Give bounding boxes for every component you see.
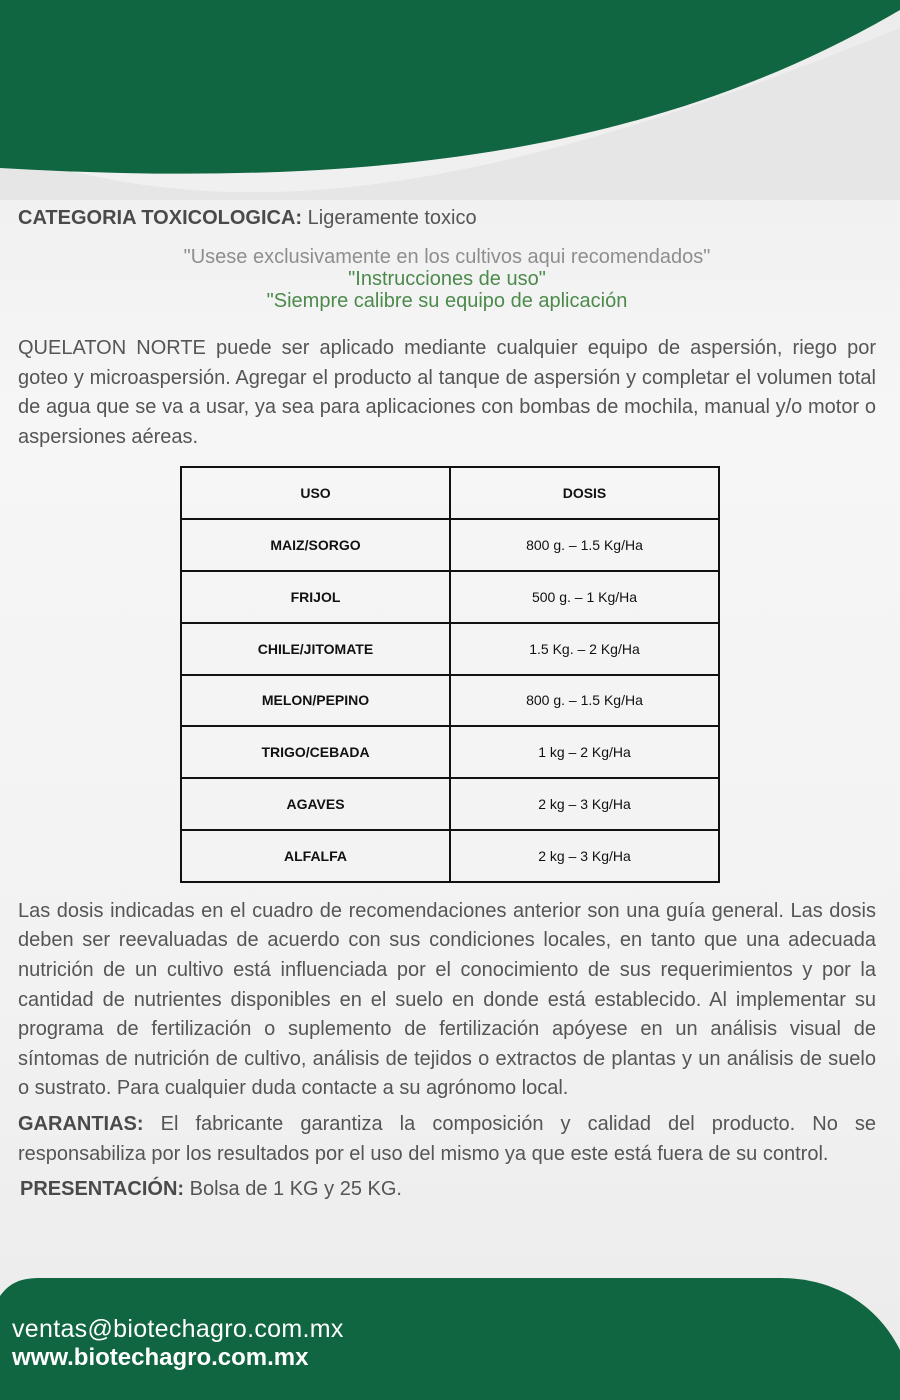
toxicity-value: Ligeramente toxico	[302, 207, 477, 229]
usage-quotes	[18, 246, 876, 312]
guarantee-statement	[18, 1110, 876, 1169]
crop-cell: AGAVES	[181, 778, 450, 830]
dose-cell: 500 g. – 1 Kg/Ha	[450, 571, 719, 623]
table-row	[181, 571, 719, 623]
application-instructions: QUELATON NORTE puede ser aplicado mediante cualquier equipo de aspersión, riego por goteo y microaspersión. Agregar el producto al tanque de aspersión y completar el volumen total de agua que se va a usar, ya sea para aplicaciones con bombas de mochila, manual y/o motor o aspersiones aéreas.	[18, 337, 876, 448]
presentation-label: PRESENTACIÓN:	[20, 1178, 185, 1201]
presentation-text: Bolsa de 1 KG y 25 KG.	[184, 1178, 402, 1201]
dose-cell: 2 kg – 3 Kg/Ha	[450, 778, 719, 830]
header-dosis: DOSIS	[450, 467, 719, 519]
dose-table-wrap	[180, 466, 720, 882]
contact-email[interactable]: ventas@biotechagro.com.mx	[12, 1315, 344, 1343]
dose-table	[180, 466, 720, 882]
toxicity-category	[18, 204, 876, 232]
table-row	[181, 519, 719, 571]
table-row	[181, 726, 719, 778]
quote-instructions: "Instrucciones de uso"	[348, 268, 546, 290]
table-row	[181, 830, 719, 882]
header-uso: USO	[181, 467, 450, 519]
label-content	[18, 204, 876, 1203]
presentation-statement	[20, 1175, 876, 1203]
crop-cell: MELON/PEPINO	[181, 675, 450, 727]
crop-cell: FRIJOL	[181, 571, 450, 623]
table-row	[181, 778, 719, 830]
guarantee-label: GARANTIAS:	[18, 1112, 144, 1135]
table-row	[181, 623, 719, 675]
top-wave-banner	[0, 0, 900, 200]
dose-cell: 800 g. – 1.5 Kg/Ha	[450, 675, 719, 727]
table-row	[181, 675, 719, 727]
crop-cell: TRIGO/CEBADA	[181, 726, 450, 778]
contact-website[interactable]: www.biotechagro.com.mx	[12, 1344, 309, 1371]
dose-notes: Las dosis indicadas en el cuadro de recomendaciones anterior son una guía general. Las dosis deben ser reevaluadas de acuerdo con sus condiciones locales, en tanto que una adecuada nutrición de un cultivo está influenciada por el conocimiento de sus requerimientos y por la cantidad de nutrientes disponibles en el suelo en donde está establecido. Al implementar su programa de fertilización o suplemento de fertilización apóyese en un análisis visual de síntomas de nutrición de cultivo, análisis de tejidos o extractos de plantas y un análisis de suelo o sustrato. Para cualquier duda contacte a su agrónomo local.	[18, 899, 876, 1100]
dose-table-header	[181, 467, 719, 519]
dose-cell: 2 kg – 3 Kg/Ha	[450, 830, 719, 882]
dose-cell: 800 g. – 1.5 Kg/Ha	[450, 519, 719, 571]
dose-cell: 1 kg – 2 Kg/Ha	[450, 726, 719, 778]
crop-cell: CHILE/JITOMATE	[181, 623, 450, 675]
dose-cell: 1.5 Kg. – 2 Kg/Ha	[450, 623, 719, 675]
guarantee-text: El fabricante garantiza la composición y calidad del producto. No se responsabiliza por los resultados por el uso del mismo ya que este está fuera de su control.	[18, 1112, 876, 1165]
toxicity-label: CATEGORIA TOXICOLOGICA:	[18, 207, 303, 229]
crop-cell: MAIZ/SORGO	[181, 519, 450, 571]
crop-cell: ALFALFA	[181, 830, 450, 882]
quote-calibrate: "Siempre calibre su equipo de aplicación	[266, 290, 628, 312]
footer-contact	[12, 1314, 344, 1372]
quote-exclusive-use: "Usese exclusivamente en los cultivos aqui recomendados"	[183, 246, 711, 268]
